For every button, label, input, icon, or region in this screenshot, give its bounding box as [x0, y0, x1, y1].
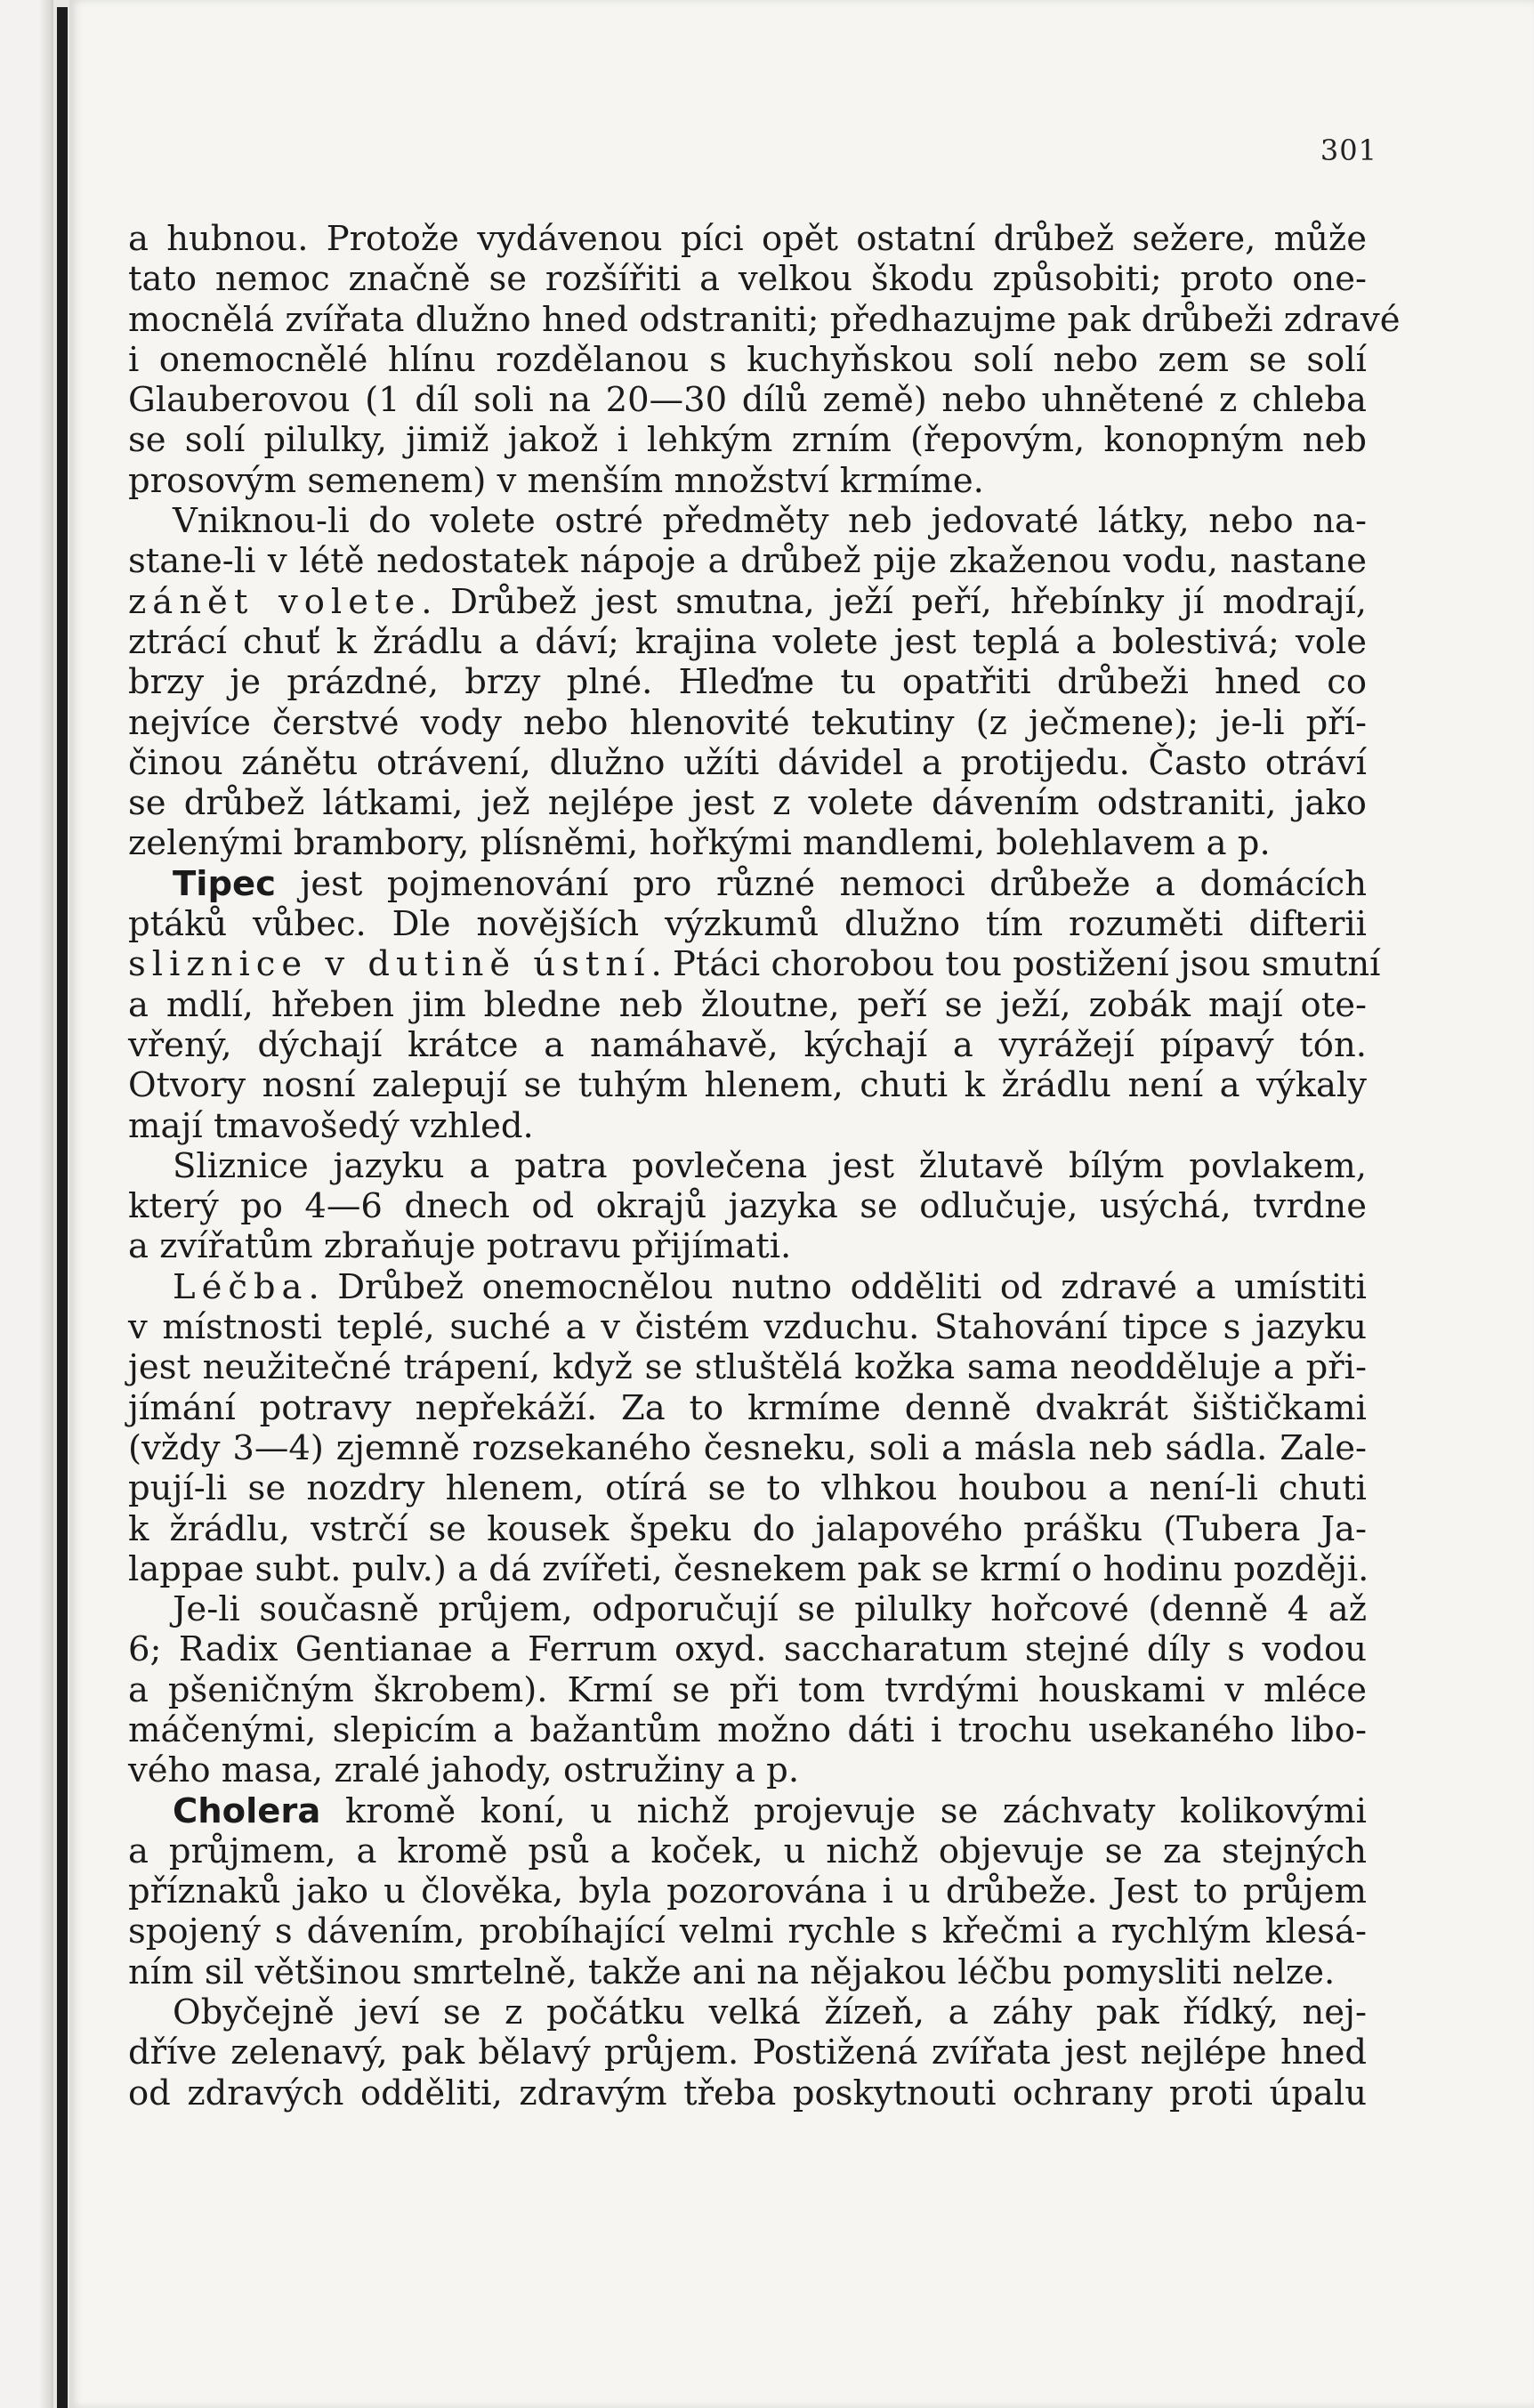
text-run: . Drůbež jest smutna, ježí peří, hřebínky jí modrají,	[421, 581, 1368, 622]
text-line: dříve zelenavý, pak bělavý průjem. Postižená zvířata jest nejlépe hned	[128, 2032, 1367, 2073]
paragraph	[128, 1791, 1367, 1992]
text-line	[128, 582, 1367, 622]
text-line: zelenými brambory, plísněmi, hořkými mandlemi, bolehlavem a p.	[128, 823, 1271, 864]
text-run: kromě koní, u nichž projevuje se záchvaty kolikovými	[320, 1790, 1367, 1831]
text-line: ním sil většinou smrtelně, takže ani na nějakou léčbu pomysliti nelze.	[128, 1951, 1336, 1992]
text-run: . Drůbež onemocnělou nutno odděliti od zdravé a umístiti	[308, 1266, 1367, 1307]
text-line: v místnosti teplé, suché a v čistém vzduchu. Stahování tipce s jazyku	[128, 1307, 1367, 1348]
text-line: který po 4—6 dnech od okrajů jazyka se odlučuje, usýchá, tvrdne	[128, 1186, 1367, 1227]
text-line: pují-li se nozdry hlenem, otírá se to vlhkou houbou a není-li chuti	[128, 1468, 1367, 1509]
paragraph	[128, 501, 1367, 864]
text-line: i onemocnělé hlínu rozdělanou s kuchyňskou solí nebo zem se solí	[128, 339, 1367, 380]
text-line: Vniknou-li do volete ostré předměty neb jedovaté látky, nebo na-	[173, 501, 1367, 542]
text-run: jest pojmenování pro různé nemoci drůbeže a domácích	[275, 863, 1367, 904]
spaced-term: zánět volete	[128, 581, 422, 622]
spaced-term: sliznice v dutině ústní	[128, 944, 651, 985]
text-line: mocnělá zvířata dlužno hned odstraniti; předhazujme pak drůbeži zdravé	[128, 299, 1401, 340]
page-number: 301	[1320, 133, 1377, 167]
text-line: lappae subt. pulv.) a dá zvířeti, česnekem pak se krmí o hodinu později.	[128, 1548, 1369, 1589]
text-line: Je-li současně průjem, odporučují se pilulky hořcové (denně 4 až	[173, 1589, 1367, 1630]
paragraph	[128, 1146, 1367, 1267]
text-line	[128, 1267, 1367, 1307]
paragraph	[128, 1267, 1367, 1589]
text-line: ztrácí chuť k žrádlu a dáví; krajina volete jest teplá a bolestivá; vole	[128, 621, 1367, 662]
text-line: a mdlí, hřeben jim bledne neb žloutne, peří se ježí, zobák mají ote-	[128, 984, 1367, 1025]
text-line: máčenými, slepicím a bažantům možno dáti i trochu usekaného libo-	[128, 1709, 1367, 1750]
text-line: jímání potravy nepřekáží. Za to krmíme denně dvakrát šištičkami	[128, 1387, 1367, 1428]
text-line: Sliznice jazyku a patra povlečena jest žlutavě bílým povlakem,	[173, 1145, 1367, 1186]
text-line: příznaků jako u člověka, byla pozorována i u drůbeže. Jest to průjem	[128, 1871, 1367, 1912]
paragraph	[128, 1992, 1367, 2113]
text-line: jest neužitečné trápení, když se stluštělá kožka sama neodděluje a při-	[128, 1347, 1367, 1388]
text-line: stane-li v létě nedostatek nápoje a drůbež pije zkaženou vodu, nastane	[128, 541, 1367, 582]
text-line	[128, 864, 1367, 904]
text-line: tato nemoc značně se rozšířiti a velkou škodu způsobiti; proto one-	[128, 259, 1367, 300]
text-line: spojený s dávením, probíhající velmi rychle s křečmi a rychlým klesá-	[128, 1911, 1367, 1952]
page-edge-shadow	[57, 7, 68, 2408]
text-line: mají tmavošedý vzhled.	[128, 1105, 534, 1146]
text-line: k žrádlu, vstrčí se kousek špeku do jalapového prášku (Tubera Ja-	[128, 1508, 1367, 1549]
text-line: brzy je prázdné, brzy plné. Hleďme tu opatřiti drůbeži hned co	[128, 662, 1367, 703]
text-line: Glauberovou (1 díl soli na 20—30 dílů země) nebo uhnětené z chleba	[128, 380, 1367, 421]
text-line: a hubnou. Protože vydávenou píci opět ostatní drůbež sežere, může	[128, 219, 1367, 259]
text-line: činou zánětu otrávení, dlužno užíti dávidel a protijedu. Často otráví	[128, 742, 1367, 783]
section-heading: Tipec	[173, 863, 276, 904]
text-line: a pšeničným škrobem). Krmí se při tom tvrdými houskami v mléce	[128, 1669, 1367, 1710]
text-line: se solí pilulky, jimiž jakož i lehkým zrním (řepovým, konopným neb	[128, 420, 1367, 461]
text-line: a průjmem, a kromě psů a koček, u nichž objevuje se za stejných	[128, 1830, 1367, 1871]
text-line: vého masa, zralé jahody, ostružiny a p.	[128, 1750, 800, 1791]
text-line: ptáků vůbec. Dle novějších výzkumů dlužno tím rozuměti difterii	[128, 904, 1367, 945]
text-line: (vždy 3—4) zjemně rozsekaného česneku, soli a másla neb sádla. Zale-	[128, 1427, 1367, 1468]
text-line: nejvíce čerstvé vody nebo hlenovité tekutiny (z ječmene); je-li pří-	[128, 702, 1367, 743]
section-heading: Cholera	[173, 1790, 321, 1831]
text-line: se drůbež látkami, jež nejlépe jest z volete dávením odstraniti, jako	[128, 783, 1367, 824]
text-line: od zdravých odděliti, zdravým třeba poskytnouti ochrany proti úpalu	[128, 2073, 1367, 2113]
page-body-text	[128, 219, 1401, 2113]
text-line: Obyčejně jeví se z počátku velká žízeň, a záhy pak řídký, nej-	[173, 1992, 1367, 2033]
text-line: prosovým semenem) v menším množství krmíme.	[128, 460, 984, 501]
paragraph	[128, 219, 1401, 501]
text-line: a zvířatům zbraňuje potravu přijímati.	[128, 1226, 792, 1267]
spaced-term: Léčba	[173, 1266, 309, 1307]
paragraph	[128, 863, 1381, 1146]
paragraph	[128, 1589, 1367, 1790]
text-line	[128, 944, 1381, 985]
text-line	[128, 1791, 1367, 1831]
text-line: vřený, dýchají krátce a namáhavě, kýchají a vyrážejí pípavý tón.	[128, 1024, 1367, 1065]
text-run: . Ptáci chorobou tou postižení jsou smutní	[650, 944, 1381, 985]
text-line: 6; Radix Gentianae a Ferrum oxyd. saccharatum stejné díly s vodou	[128, 1629, 1367, 1670]
text-line: Otvory nosní zalepují se tuhým hlenem, chuti k žrádlu není a výkaly	[128, 1065, 1367, 1106]
binding-strip	[0, 0, 53, 2408]
